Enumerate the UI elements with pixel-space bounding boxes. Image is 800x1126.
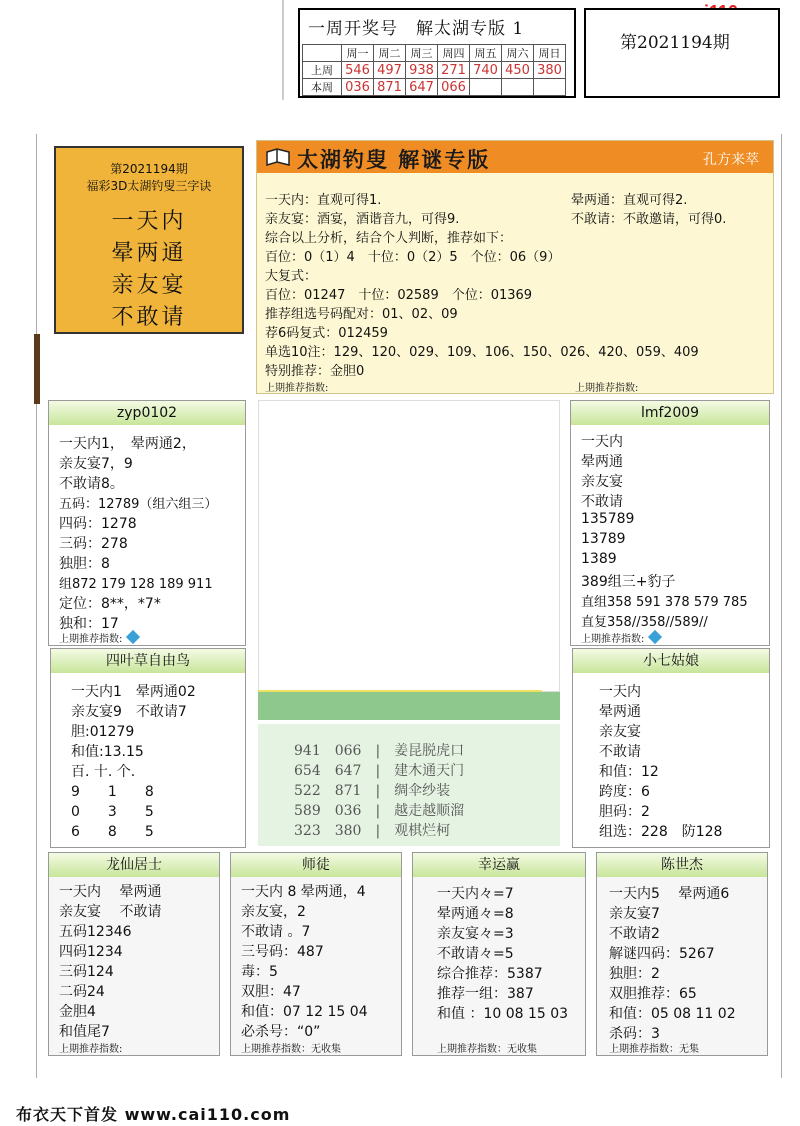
card-xiaoqi	[572, 648, 770, 848]
solve-line: 一天内：直观可得1.	[265, 193, 382, 208]
card-line: 不敢请々=5	[437, 946, 514, 962]
card-line: 不敢请8。	[59, 476, 124, 492]
rec-index: 上期推荐指数：无收集	[241, 1044, 341, 1055]
riddle-list	[258, 724, 560, 846]
draw-number	[502, 79, 534, 96]
draw-number	[534, 79, 566, 96]
card-line: 亲友宴	[599, 724, 641, 740]
card-title: 四叶草自由鸟	[51, 649, 245, 673]
draw-number: 271	[438, 62, 470, 79]
card-title: lmf2009	[571, 401, 769, 425]
card-lmf2009	[570, 400, 770, 646]
rec-index	[59, 630, 138, 645]
poster-phrase: 不敢请	[111, 305, 187, 330]
card-title: 幸运赢	[413, 853, 585, 877]
card-line: 6 8 5	[71, 824, 154, 840]
solve-line: 百位：0（1）4 十位：0（2）5 个位：06（9）	[265, 250, 561, 265]
day-header: 周二	[374, 45, 406, 62]
card-line: 独和：17	[59, 616, 119, 632]
card-line: 和值：07 12 15 04	[241, 1004, 368, 1020]
card-longxian	[48, 852, 220, 1056]
card-line: 不敢请2	[609, 926, 660, 942]
solve-author: 孔方来萃	[703, 152, 759, 168]
card-title: zyp0102	[49, 401, 245, 425]
rec-index: 上期推荐指数:	[59, 1044, 123, 1055]
row-label: 本周	[303, 79, 342, 96]
card-line: 双胆推荐：65	[609, 986, 697, 1002]
day-header: 周六	[502, 45, 534, 62]
card-line: 必杀号：“0”	[241, 1024, 321, 1040]
card-line: 综合推荐：5387	[437, 966, 543, 982]
rec-index: 上期推荐指数:	[265, 383, 329, 394]
card-line: 不敢请	[599, 744, 641, 760]
card-line: 一天内 晕两通	[59, 884, 162, 900]
draw-number: 546	[342, 62, 374, 79]
card-line: 双胆：47	[241, 984, 301, 1000]
card-line: 1389	[581, 551, 617, 567]
green-bar	[258, 692, 560, 720]
card-line: 一天内々=7	[437, 886, 514, 902]
card-line: 亲友宴々=3	[437, 926, 514, 942]
day-header: 周三	[406, 45, 438, 62]
card-line: 和值：12	[599, 764, 659, 780]
footer-text: 布衣天下首发 www.cai110.com	[16, 1105, 291, 1124]
center-blank	[258, 400, 560, 692]
row-label: 上周	[303, 62, 342, 79]
solve-line: 百位：01247 十位：02589 个位：01369	[265, 288, 533, 303]
card-line: 晕两通	[581, 454, 623, 470]
card-line: 和值 ：10 08 15 03	[437, 1006, 569, 1022]
day-header: 周一	[342, 45, 374, 62]
card-line: 胆:01279	[71, 724, 135, 740]
card-line: 和值尾7	[59, 1024, 110, 1040]
rec-label: 上期推荐指数:	[581, 634, 645, 645]
card-line: 亲友宴，2	[241, 904, 306, 920]
solve-line: 综合以上分析，结合个人判断，推荐如下：	[265, 231, 513, 246]
card-line: 13789	[581, 531, 626, 547]
card-line: 定位：8**，*7*	[59, 596, 161, 612]
draw-table-title: 一周开奖号 解太湖专版 1	[308, 19, 525, 39]
riddle-row: 589 036 | 越走越顺溜	[294, 803, 465, 819]
draw-number	[470, 79, 502, 96]
card-line: 亲友宴9 不敢请7	[71, 704, 187, 720]
card-shitu	[230, 852, 402, 1056]
card-line: 和值：05 08 11 02	[609, 1006, 736, 1022]
card-line: 9 1 8	[71, 784, 154, 800]
draw-number: 647	[406, 79, 438, 96]
solve-title: 太湖钓叟 解谜专版	[297, 147, 491, 172]
divider	[282, 0, 284, 100]
card-line: 直组358 591 378 579 785	[581, 595, 748, 610]
riddle-row: 654 647 | 建木通天门	[294, 763, 465, 779]
diamond-icon	[648, 630, 662, 644]
solve-line: 晕两通：直观可得2.	[571, 193, 688, 208]
card-line: 一天内	[599, 684, 641, 700]
card-zyp0102	[48, 400, 246, 646]
card-title: 陈世杰	[597, 853, 767, 877]
solve-line: 不敢请：不敢邀请，可得0.	[571, 212, 727, 227]
rec-index: 上期推荐指数：无集	[609, 1044, 699, 1055]
card-siye	[50, 648, 246, 848]
card-line: 一天内1 晕两通02	[71, 684, 196, 700]
card-line: 胆码：2	[599, 804, 650, 820]
card-line: 不敢请 。7	[241, 924, 311, 940]
poster-phrase: 晕两通	[111, 241, 187, 266]
draw-number: 740	[470, 62, 502, 79]
card-line: 独胆：8	[59, 556, 110, 572]
draw-number: 938	[406, 62, 438, 79]
card-line: 推荐一组：387	[437, 986, 534, 1002]
card-line: 独胆：2	[609, 966, 660, 982]
riddle-row: 941 066 | 姜昆脱虎口	[294, 743, 465, 759]
rec-index: 上期推荐指数:	[575, 383, 639, 394]
card-title: 师徒	[231, 853, 401, 877]
card-line: 不敢请	[581, 494, 623, 510]
card-title: 龙仙居士	[49, 853, 219, 877]
riddle-row: 522 871 | 绸伞纱装	[294, 783, 451, 799]
card-line: 晕两通	[599, 704, 641, 720]
poster-subtitle: 福彩3D太湖钓叟三字诀	[86, 179, 212, 193]
draw-number: 871	[374, 79, 406, 96]
poster-phrase: 亲友宴	[111, 273, 187, 298]
solve-line: 特别推荐：金胆0	[265, 364, 365, 379]
riddle-row: 323 380 | 观棋烂柯	[294, 823, 451, 839]
card-line: 389组三+豹子	[581, 574, 676, 590]
card-line: 和值:13.15	[71, 744, 144, 760]
draw-number: 450	[502, 62, 534, 79]
card-line: 一天内	[581, 434, 623, 450]
issue-box	[584, 8, 780, 98]
card-line: 杀码：3	[609, 1026, 660, 1042]
card-line: 135789	[581, 511, 635, 527]
day-header: 周四	[438, 45, 470, 62]
draw-number: 497	[374, 62, 406, 79]
diamond-icon	[126, 630, 140, 644]
solve-line: 亲友宴：酒宴，酒谐音九，可得9.	[265, 212, 460, 227]
card-line: 亲友宴7，9	[59, 456, 133, 472]
card-line: 一天内 8 晕两通，4	[241, 884, 366, 900]
draw-grid	[302, 44, 566, 96]
rec-label: 上期推荐指数:	[59, 634, 123, 645]
card-line: 组872 179 128 189 911	[59, 577, 213, 592]
card-line: 四码1234	[59, 944, 123, 960]
solve-header	[257, 141, 773, 173]
card-line: 晕两通々=8	[437, 906, 514, 922]
card-chen	[596, 852, 768, 1056]
card-line: 一天内1， 晕两通2，	[59, 436, 196, 452]
card-line: 组选：228 防128	[599, 824, 723, 840]
card-line: 百. 十. 个.	[71, 764, 136, 780]
card-line: 三号码：487	[241, 944, 324, 960]
card-line: 直复358//358//589//	[581, 615, 708, 630]
draw-number: 036	[342, 79, 374, 96]
poster-issue: 第2021194期	[110, 162, 188, 176]
solve-line: 荐6码复式：012459	[265, 326, 388, 341]
card-line: 五码：12789（组六组三）	[59, 497, 218, 512]
card-line: 毒：5	[241, 964, 278, 980]
corner-cell	[303, 45, 342, 62]
side-bar	[34, 334, 40, 404]
rec-index: 上期推荐指数：无收集	[437, 1044, 537, 1055]
card-xingyun	[412, 852, 586, 1056]
day-header: 周日	[534, 45, 566, 62]
draw-number: 380	[534, 62, 566, 79]
card-line: 亲友宴	[581, 474, 623, 490]
solve-line: 推荐组选号码配对：01、02、09	[265, 307, 458, 322]
card-line: 0 3 5	[71, 804, 154, 820]
card-line: 亲友宴 不敢请	[59, 904, 162, 920]
card-line: 二码24	[59, 984, 105, 1000]
poster-phrase: 一天内	[111, 209, 187, 234]
card-line: 跨度：6	[599, 784, 650, 800]
card-line: 五码12346	[59, 924, 132, 940]
card-line: 一天内5 晕两通6	[609, 886, 730, 902]
solve-line: 大复式：	[265, 269, 318, 284]
card-line: 解谜四码：5267	[609, 946, 715, 962]
day-header: 周五	[470, 45, 502, 62]
book-icon	[265, 146, 291, 168]
card-title: 小七姑娘	[573, 649, 769, 673]
card-line: 亲友宴7	[609, 906, 660, 922]
poster	[54, 146, 244, 334]
solve-line: 单选10注：129、120、029、109、106、150、026、420、059、409	[265, 345, 699, 360]
card-line: 三码：278	[59, 536, 128, 552]
draw-number: 066	[438, 79, 470, 96]
card-line: 四码：1278	[59, 516, 137, 532]
rec-index	[581, 630, 660, 645]
card-line: 三码124	[59, 964, 114, 980]
weekly-draw-table	[298, 8, 576, 98]
card-line: 金胆4	[59, 1004, 96, 1020]
issue-number: 第2021194期	[620, 33, 730, 53]
solve-panel	[256, 140, 774, 394]
